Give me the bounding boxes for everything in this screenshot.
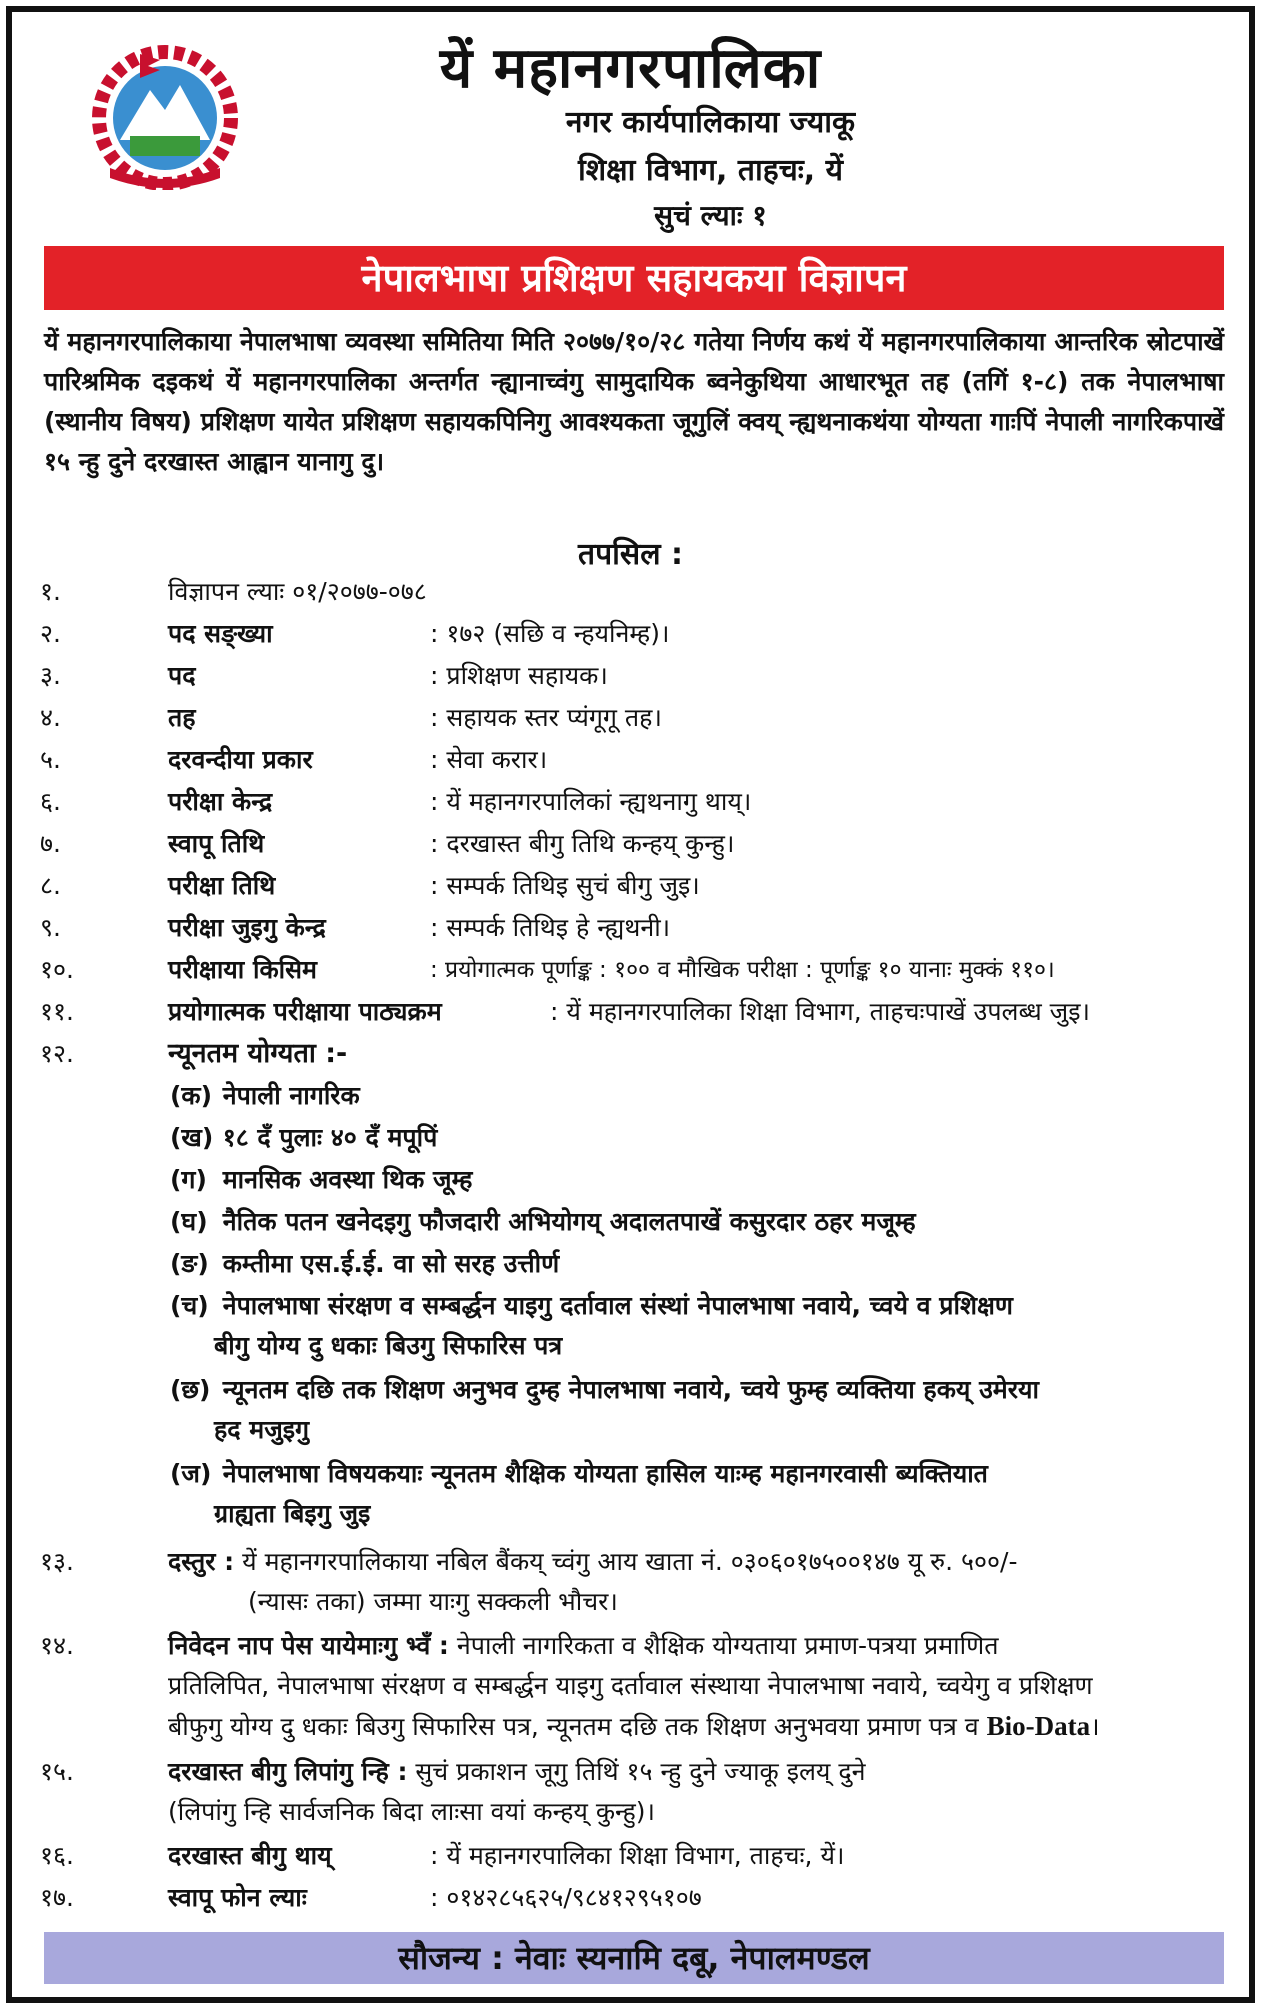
notice-number: सुचं ल्याः १ [654, 199, 767, 232]
qualification-item: (छ) न्यूनतम दछि तक शिक्षण अनुभव दुम्ह नेपालभाषा नवाये, च्वये फुम्ह व्यक्तिया हकय् उमेरया हद मजुइगु [170, 1375, 1039, 1444]
item-value: : सेवा करार। [430, 745, 548, 774]
item-value: : सम्पर्क तिथिइ सुचं बीगु जुइ। [430, 871, 700, 900]
item-label: पद सङ्ख्या [168, 619, 273, 648]
item-value: : यें महानगरपालिकां न्ह्यथनागु थाय्। [430, 787, 752, 816]
office-line: नगर कार्यपालिकाया ज्याकू [565, 105, 856, 140]
qualification-item: (ज) नेपालभाषा विषयकयाः न्यूनतम शैक्षिक योग्यता हासिल याःम्ह महानगरवासी ब्यक्तियात ग्राह्यता बिइगु जुइ [170, 1459, 988, 1528]
list-item [40, 740, 1230, 780]
courtesy-footer: सौजन्य : नेवाः स्यनामि दबू, नेपालमण्डल [44, 1932, 1224, 1984]
notice-banner: नेपालभाषा प्रशिक्षण सहायकया विज्ञापन [44, 246, 1224, 310]
item-number: ९. [40, 913, 61, 942]
item-value: : यें महानगरपालिका शिक्षा विभाग, ताहचः, यें। [430, 1841, 845, 1870]
item-value: : यें महानगरपालिका शिक्षा विभाग, ताहचःपाखें उपलब्ध जुइ। [550, 997, 1090, 1026]
item-label: प्रयोगात्मक परीक्षाया पाठ्यक्रम [168, 997, 442, 1026]
item-number: १३. [40, 1547, 74, 1576]
item-value: : प्रशिक्षण सहायक। [430, 661, 608, 690]
list-item [40, 1836, 1230, 1876]
item-label: दरवन्दीया प्रकार [168, 745, 313, 774]
list-item [40, 782, 1230, 822]
item-number: ११. [40, 997, 74, 1026]
item-label: परीक्षा जुइगु केन्द्र [168, 913, 326, 942]
item-label: परीक्षाया किसिम [168, 955, 317, 984]
item-value: : दरखास्त बीगु तिथि कन्हय् कुन्हु। [430, 829, 735, 858]
item-number: १६. [40, 1841, 74, 1870]
item-label: स्वापू तिथि [168, 829, 265, 858]
list-item [40, 698, 1230, 738]
qualification-item: (ङ) कम्तीमा एस.ई.ई. वा सो सरह उत्तीर्ण [170, 1249, 560, 1278]
list-item [40, 1878, 1230, 1918]
department-line: शिक्षा विभाग, ताहचः, यें [577, 153, 844, 188]
qualification-item: (ख) १८ दँ पुलाः ४० दँ मपूपिं [170, 1123, 438, 1152]
item-number: ३. [40, 661, 61, 690]
details-heading: तपसिल : [578, 537, 683, 572]
item-number: ८. [40, 871, 61, 900]
list-item [40, 908, 1230, 948]
list-item [40, 572, 1230, 612]
list-item [40, 1034, 1230, 1074]
list-item [40, 656, 1230, 696]
page-title: यें महानगरपालिका [439, 36, 822, 101]
item-number: १४. [40, 1631, 74, 1660]
item-number: १५. [40, 1757, 74, 1786]
documents-paragraph: निवेदन नाप पेस यायेमाःगु भ्वँ : नेपाली नागरिकता व शैक्षिक योग्यताया प्रमाण-पत्रया प्रमाणित प्रतिलिपित, नेपालभाषा संरक्षण व सम्बर्द्धन याइगु दर्तावाल संस्थाया नेपालभाषा नवाये, च्वयेगु व प्रशिक्षण बीफुगु योग्य दु धकाः बिउगु सिफारिस पत्र, न्यूनतम दछि तक शिक्षण अनुभवया प्रमाण पत्र व Bio-Data। [168, 1631, 1100, 1741]
item-label: स्वापू फोन ल्याः [168, 1883, 307, 1912]
fee-paragraph: दस्तुर : यें महानगरपालिकाया नबिल बैंकय् च्वंगु आय खाता नं. ०३०६०१७५००१४७ यू रु. ५००/- (न्यासः तका) जम्मा याःगु सक्कली भौचर। [168, 1547, 1018, 1616]
item-number: १०. [40, 955, 74, 984]
item-number: ६. [40, 787, 61, 816]
item-number: २. [40, 619, 61, 648]
qualification-item: (घ) नैतिक पतन खनेदइगु फौजदारी अभियोगय् अदालतपाखें कसुरदार ठहर मजूम्ह [170, 1207, 916, 1236]
item-value: : १७२ (सछि व न्हयनिम्ह)। [430, 619, 670, 648]
item-number: ७. [40, 829, 61, 858]
list-item [40, 824, 1230, 864]
list-item [40, 950, 1230, 990]
qualification-item: (च) नेपालभाषा संरक्षण व सम्बर्द्धन याइगु दर्तावाल संस्थां नेपालभाषा नवाये, च्वये व प्रशिक्षण बीगु योग्य दु धकाः बिउगु सिफारिस पत्र [170, 1291, 1013, 1360]
item-label: परीक्षा तिथि [168, 871, 276, 900]
qualification-item: (ग) मानसिक अवस्था थिक जूम्ह [170, 1165, 473, 1194]
item-number: ५. [40, 745, 61, 774]
item-number: ४. [40, 703, 61, 732]
item-number: १. [40, 577, 61, 606]
item-value: : ०१४२८५६२५/९८४१२९५१०७ [430, 1883, 702, 1912]
item-value: : सहायक स्तर प्यंगूगू तह। [430, 703, 662, 732]
list-item [40, 614, 1230, 654]
qualification-item: (क) नेपाली नागरिक [170, 1081, 360, 1110]
item-label: न्यूनतम योग्यता :- [168, 1038, 348, 1069]
item-label: दरखास्त बीगु थाय् [168, 1841, 332, 1870]
item-value: : सम्पर्क तिथिइ हे न्ह्यथनी। [430, 913, 671, 942]
item-label: विज्ञापन ल्याः ०१/२०७७-०७८ [168, 577, 427, 606]
item-label: पद [168, 661, 196, 690]
list-item [40, 992, 1230, 1032]
item-label: तह [168, 703, 196, 732]
item-number: १७. [40, 1883, 74, 1912]
item-label: परीक्षा केन्द्र [168, 787, 273, 816]
item-value: : प्रयोगात्मक पूर्णाङ्क : १०० व मौखिक परीक्षा : पूर्णाङ्क १० यानाः मुक्कं ११०। [430, 957, 1055, 983]
deadline-paragraph: दरखास्त बीगु लिपांगु न्हि : सुचं प्रकाशन जूगु तिथिं १५ न्हु दुने ज्याकू इलय् दुने (लिपांगु न्हि सार्वजनिक बिदा लाःसा वयां कन्हय् कुन्हु)। [168, 1757, 866, 1826]
item-number: १२. [40, 1039, 74, 1068]
intro-paragraph: यें महानगरपालिकाया नेपालभाषा व्यवस्था समितिया मिति २०७७/१०/२८ गतेया निर्णय कथं यें महानगरपालिकाया आन्तरिक स्रोटपाखें पारिश्रमिक दइकथं यें महानगरपालिका अन्तर्गत न्ह्यानाच्वंगु सामुदायिक ब्वनेकुथिया आधारभूत तह (तगिं १-८) तक नेपालभाषा (स्थानीय विषय) प्रशिक्षण यायेत प्रशिक्षण सहायकपिनिगु आवश्यकता जूगुलिं क्वय् न्ह्यथनाकथंया योग्यता गाःपिं नेपाली नागरिकपाखें १५ न्हु दुने दरखास्त आह्वान यानागु दु। [44, 327, 1224, 476]
list-item [40, 866, 1230, 906]
